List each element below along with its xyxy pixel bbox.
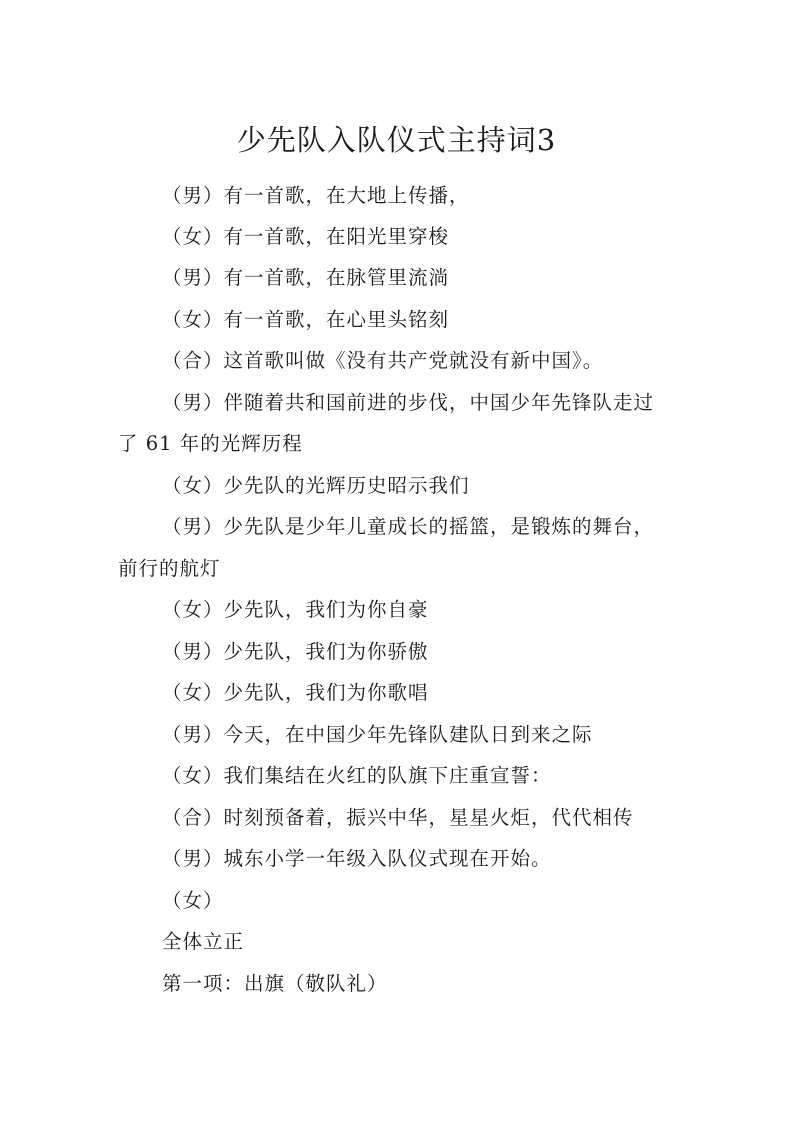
paragraph-line: （女）少先队，我们为你歌唱 [162,681,429,704]
paragraph-line: （男）有一首歌，在大地上传播， [162,184,470,207]
paragraph-line: （女） [162,889,224,912]
paragraph-continuation-line: 了 61 年的光辉历程 [118,432,303,455]
paragraph-line: （合）时刻预备着，振兴中华，星星火炬，代代相传 [162,806,634,829]
paragraph-line: （女）有一首歌，在心里头铭刻 [162,308,450,331]
paragraph-line: （女）少先队，我们为你自豪 [162,598,429,621]
paragraph-continuation-line: 前行的航灯 [118,557,221,580]
paragraph-line: （男）今天，在中国少年先锋队建队日到来之际 [162,723,593,746]
paragraph-line: （男）少先队，我们为你骄傲 [162,640,429,663]
paragraph-line: 全体立正 [162,930,245,953]
paragraph-line: （女）有一首歌，在阳光里穿梭 [162,225,450,248]
paragraph-line: （男）有一首歌，在脉管里流淌 [162,266,450,289]
document-title: 少先队入队仪式主持词3 [236,123,557,157]
paragraph-line: （女）我们集结在火红的队旗下庄重宣誓： [162,764,552,787]
paragraph-line: 第一项：出旗（敬队礼） [162,972,388,995]
paragraph-line: （男）少先队是少年儿童成长的摇篮，是锻炼的舞台， [162,515,655,538]
paragraph-line: （合）这首歌叫做《没有共产党就没有新中国》。 [162,349,604,372]
paragraph-line: （男）城东小学一年级入队仪式现在开始。 [162,847,552,870]
paragraph-line: （女）少先队的光辉历史昭示我们 [162,474,470,497]
paragraph-line: （男）伴随着共和国前进的步伐，中国少年先锋队走过 [162,391,655,414]
